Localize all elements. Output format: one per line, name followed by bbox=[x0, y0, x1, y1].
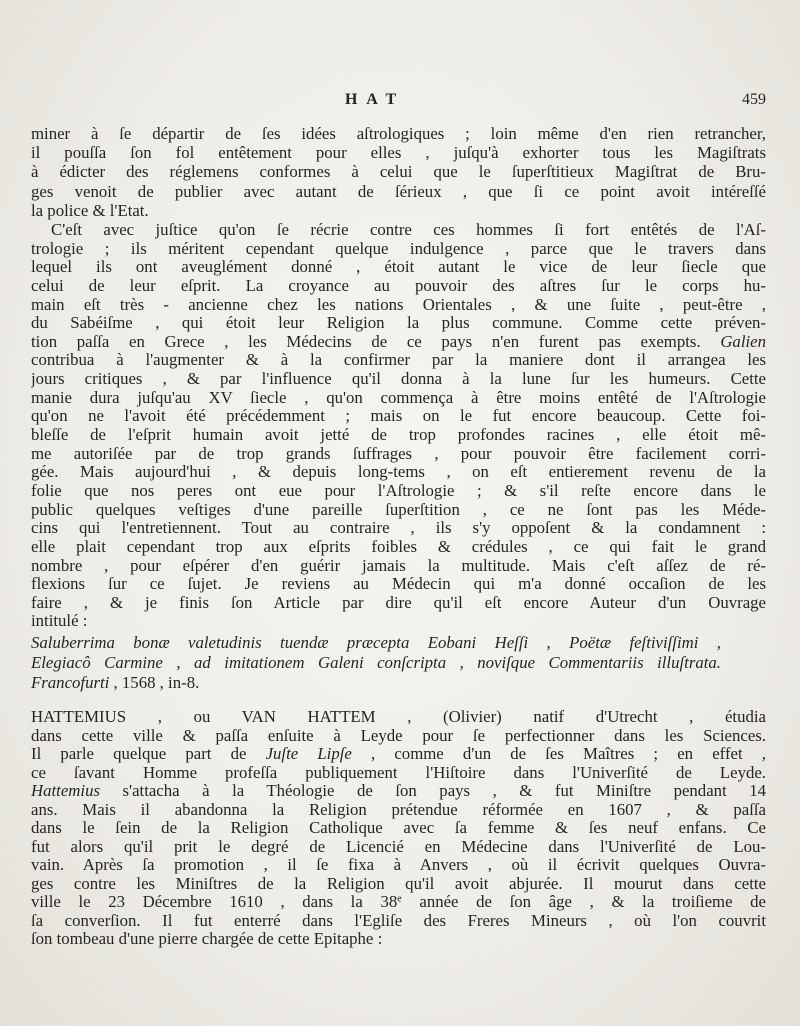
page-number: 459 bbox=[742, 91, 766, 108]
p2-line-16: public quelques veſtiges d'une pareille ſuperſtition , ce ne ſont pas les Méde- bbox=[31, 500, 766, 519]
p3-line-11 bbox=[31, 893, 766, 912]
p3-line-13: ſon tombeau d'une pierre chargée de cette Epitaphe : bbox=[31, 930, 383, 948]
p1-line-4: ges venoit de publier avec autant de ſérieux , que ſi ce point avoit intéreſſé bbox=[31, 181, 766, 201]
p2-line-17: cins qui l'entretiennent. Tout au contraire , ils s'y oppoſent & la condamnent : bbox=[31, 519, 766, 538]
p2-line-6: du Sabéiſme , qui étoit leur Religion la plus commune. Comme cette préven- bbox=[31, 314, 766, 333]
p3-line-11-ordinal-suffix: e bbox=[397, 893, 402, 905]
p3-line-11-before: ville le 23 Décembre 1610 , dans la 38 bbox=[31, 893, 398, 911]
running-head: HAT bbox=[345, 91, 405, 108]
citation-place: Francofurti bbox=[31, 673, 110, 692]
p2-line-5: main eſt très - ancienne chez les nations Orientales , & une ſuite , peut-être , bbox=[31, 295, 766, 314]
paragraph-2 bbox=[31, 221, 766, 631]
p2-line-3: lequel ils ont aveuglément donné , étoit autant le vice de leur ſiecle que bbox=[31, 258, 766, 277]
citation-date-format: , 1568 , in-8. bbox=[113, 673, 200, 692]
citation-line-1: Saluberrima bonæ valetudinis tuendæ præcepta Eobani Heſſi , Poëtæ feſtiviſſimi , bbox=[31, 633, 721, 652]
p3-line-6: ans. Mais il abandonna la Religion prétendue réformée en 1607 , & paſſa bbox=[31, 800, 766, 819]
p1-line-5: la police & l'Etat. bbox=[31, 200, 149, 220]
p3-line-12: ſa converſion. Il fut enterré dans l'Egliſe des Freres Mineurs , où l'on couvrit bbox=[31, 911, 766, 930]
p2-line-13: me autoriſée par de trop grands ſuffrages , pour pouvoir être facilement corri- bbox=[31, 444, 766, 463]
p2-line-20: flexions ſur ce ſujet. Je reviens au Médecin qui m'a donné occaſion de les bbox=[31, 575, 766, 594]
citation-line-2: Elegiacô Carmine , ad imitationem Galeni conſcripta , noviſque Commentariis illuſtrata. bbox=[31, 653, 721, 672]
p2-line-7 bbox=[31, 333, 766, 352]
p2-line-8: contribua à l'augmenter & à la confirmer par la maniere dont il arrangea les bbox=[31, 351, 766, 370]
p1-line-1: miner à ſe départir de ſes idées aſtrologiques ; loin même d'en rien retrancher, bbox=[31, 124, 766, 143]
p2-line-21: faire , & je finis ſon Article par dire qu'il eſt encore Auteur d'un Ouvrage bbox=[31, 593, 766, 612]
p2-line-4: celui de leur eſprit. La croyance au pouvoir des aſtres ſur le corps hu- bbox=[31, 276, 766, 295]
paragraph-1 bbox=[31, 124, 766, 220]
p3-line-10: ges contre les Miniſtres de la Religion qu'il avoit abjurée. Il mourut dans cette bbox=[31, 874, 766, 893]
paragraph-3-hattemius bbox=[31, 708, 766, 949]
p3-line-2: dans cette ville & paſſa enſuite à Leyde pour ſe perfectionner dans les Sciences. bbox=[31, 726, 766, 745]
p3-line-3-before: Il parle quelque part de bbox=[31, 745, 247, 763]
p3-line-11-after: année de ſon âge , & la troiſieme de bbox=[419, 893, 766, 911]
p3-line-1: HATTEMIUS , ou VAN HATTEM , (Olivier) natif d'Utrecht , étudia bbox=[31, 708, 766, 726]
p3-line-3 bbox=[31, 745, 766, 764]
p3-line-5 bbox=[31, 782, 766, 801]
p3-line-7: dans le ſein de la Religion Catholique avec ſa femme & ſes neuf enfans. Ce bbox=[31, 819, 766, 837]
p3-line-3-after: , comme d'un de ſes Maîtres ; en effet , bbox=[371, 745, 766, 763]
p2-line-11: qu'on ne l'avoit été précédemment ; mais on le fut encore beaucoup. Cette foi- bbox=[31, 407, 766, 426]
p1-line-2: il pouſſa ſon fol entêtement pour elles , juſqu'à exhorter tous les Magiſtrats bbox=[31, 143, 766, 163]
p2-line-12: bleſſe de l'eſprit humain avoit jetté de trop profondes racines , elle étoit mê- bbox=[31, 426, 766, 445]
p2-line-18: elle plait cependant trop aux eſprits foibles & crédules , ce qui fait le grand bbox=[31, 537, 766, 556]
p3-line-9: vain. Après ſa promotion , il ſe fixa à Anvers , où il écrivit quelques Ouvra- bbox=[31, 856, 766, 874]
p3-line-5-name: Hattemius bbox=[31, 782, 100, 800]
p2-line-15: folie que nos peres ont eue pour l'Aſtrologie ; & s'il reſte encore dans le bbox=[31, 481, 766, 500]
p2-line-14: gée. Mais aujourd'hui , & depuis long-tems , on eſt entierement revenu de la bbox=[31, 463, 766, 482]
p2-line-9: jours critiques , & par l'influence qu'il donna à la lune ſur les humeurs. Cette bbox=[31, 370, 766, 389]
citation-line-3 bbox=[31, 673, 721, 693]
p2-line-7-author-name: Galien bbox=[720, 332, 766, 351]
p2-line-2: trologie ; ils méritent cependant quelque indulgence , parce que le travers dans bbox=[31, 239, 766, 258]
p1-line-3: à édicter des réglemens conformes à celui que le ſuperſtitieux Magiſtrat de Bru- bbox=[31, 162, 766, 182]
p3-line-3-name: Juſte Lipſe bbox=[265, 745, 352, 763]
p3-line-8: fut alors qu'il prit le degré de Licencié en Médecine dans l'Univerſité de Lou- bbox=[31, 837, 766, 856]
p3-line-5-after: s'attacha à la Théologie de ſon pays , & fut Miniſtre pendant 14 bbox=[122, 782, 766, 800]
p2-line-10: manie dura juſqu'au XV ſiecle , qu'on commença à être moins entêté de l'Aſtrologie bbox=[31, 388, 766, 407]
p2-line-1: C'eſt avec juſtice qu'on ſe récrie contre ces hommes ſi fort entêtés de l'Aſ- bbox=[51, 221, 766, 239]
p3-line-4: ce ſavant Homme profeſſa publiquement l'Hiſtoire dans l'Univerſité de Leyde. bbox=[31, 763, 766, 782]
p2-line-19: nombre , pour eſpérer d'en guérir jamais la multitude. Mais c'eſt aſſez de ré- bbox=[31, 556, 766, 575]
p2-line-22: intitulé : bbox=[31, 612, 88, 631]
book-citation bbox=[31, 633, 721, 693]
p2-line-7-text: tion paſſa en Grece , les Médecins de ce pays n'en furent pas exempts. bbox=[31, 332, 701, 351]
